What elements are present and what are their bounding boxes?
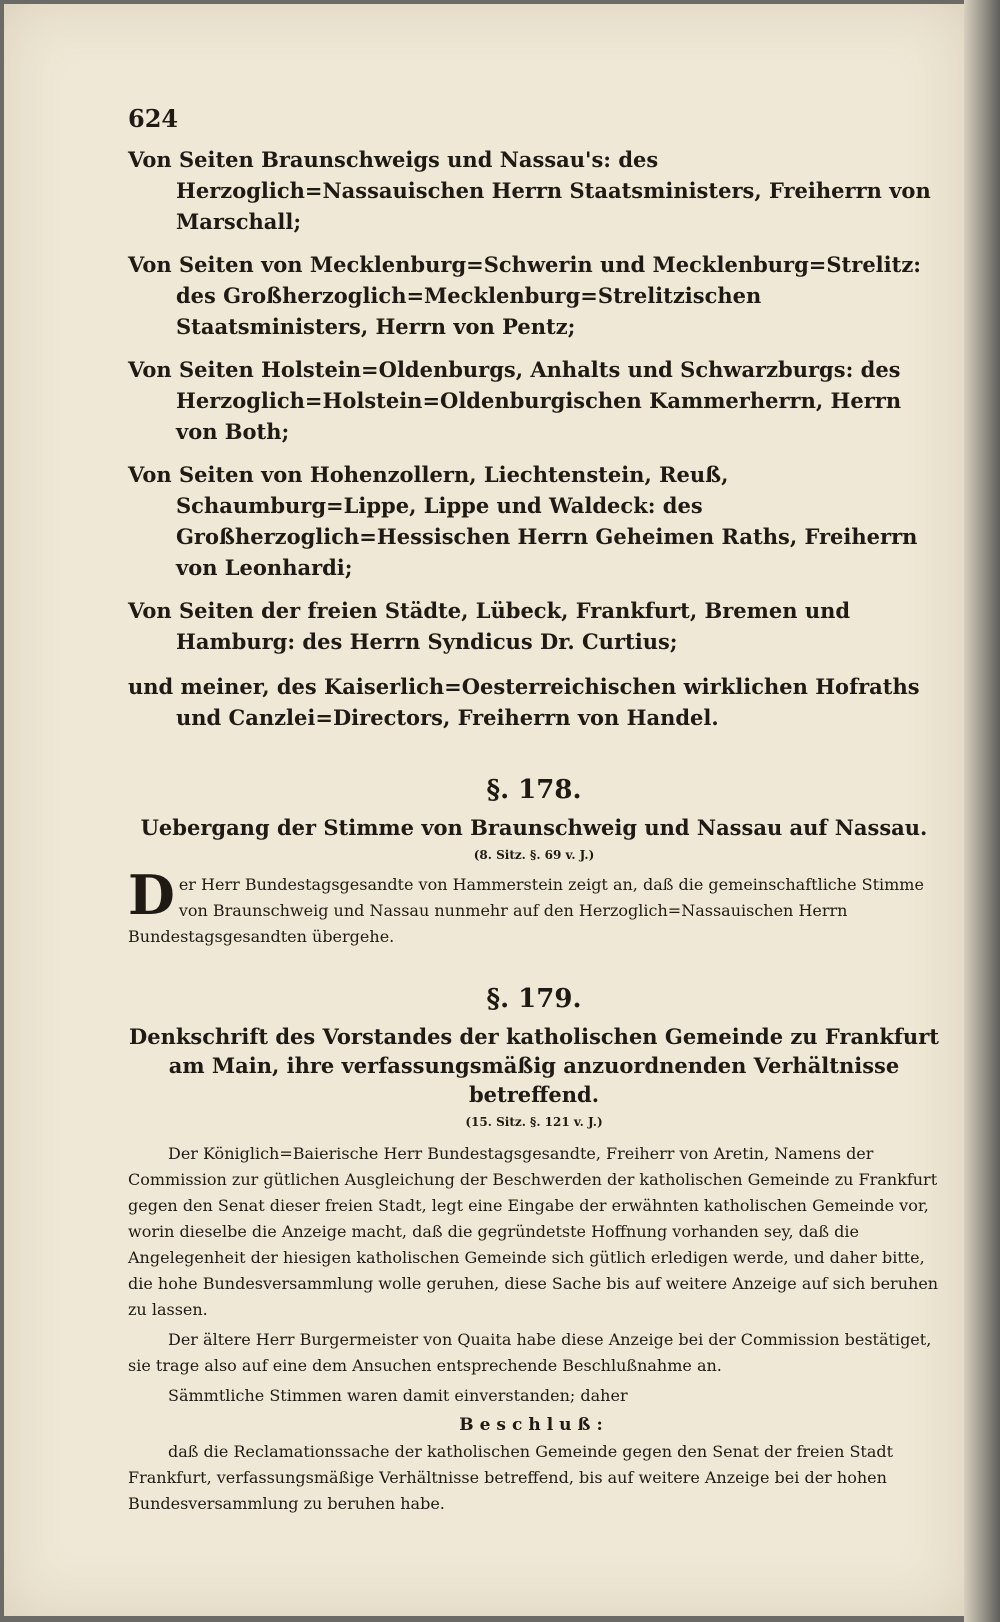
section-179-number: §. 179. [486,984,582,1014]
beschluss-heading: Beschluß: [459,1415,609,1435]
document-page [4,4,964,1616]
section-178-reference: (8. Sitz. §. 69 v. J.) [473,848,595,862]
closing-entry: und meiner, des Kaiserlich=Oesterreichischen wirklichen Hofraths und Canzlei=Directors, Freiherrn von Handel. [128,674,920,730]
section-179-paragraph: Der Königlich=Baierische Herr Bundestagsgesandte, Freiherr von Aretin, Namens der Commission zur gütlichen Ausgleichung der Beschwerden der katholischen Gemeinde zu Frankfurt gegen den Senat dieser freien Stadt, legt eine Eingabe der erwähnten katholischen Gemeinde vor, worin dieselbe die Anzeige macht, daß die gegründetste Hoffnung vorhanden sey, daß die Angelegenheit der hiesigen katholischen Gemeinde sich gütlich erledigen werde, und daher bitte, die hohe Bundesversammlung wolle geruhen, diese Sache bis auf weitere Anzeige auf sich beruhen zu lassen. [128,1144,939,1319]
section-178-text: er Herr Bundestagsgesandte von Hammerstein zeigt an, daß die gemeinschaftliche Stimme von Braunschweig und Nassau nunmehr auf den Herzoglich=Nassauischen Herrn Bundestagsgesandten übergehe. [128,875,924,946]
section-178-number: §. 178. [486,775,582,805]
page-content [128,144,940,1521]
page-number: 624 [128,104,179,133]
delegate-entry: Von Seiten Braunschweigs und Nassau's: des Herzoglich=Nassauischen Herrn Staatsministers, Freiherrn von Marschall; [128,147,931,234]
delegate-entry: Von Seiten von Hohenzollern, Liechtenstein, Reuß, Schaumburg=Lippe, Lippe und Waldeck: des Großherzoglich=Hessischen Herrn Geheimen Raths, Freiherrn von Leonhardi; [128,462,918,580]
drop-cap: D [128,863,175,927]
section-178-title: Uebergang der Stimme von Braunschweig und Nassau auf Nassau. [140,815,928,840]
delegate-entry: Von Seiten Holstein=Oldenburgs, Anhalts und Schwarzburgs: des Herzoglich=Holstein=Oldenburgischen Kammerherrn, Herrn von Both; [128,357,902,444]
section-179-paragraph: Der ältere Herr Burgermeister von Quaita habe diese Anzeige bei der Commission bestätiget, sie trage also auf eine dem Ansuchen entsprechende Beschlußnahme an. [128,1330,932,1375]
section-179-paragraph: Sämmtliche Stimmen waren damit einverstanden; daher [168,1386,628,1405]
delegate-entry: Von Seiten der freien Städte, Lübeck, Frankfurt, Bremen und Hamburg: des Herrn Syndicus Dr. Curtius; [128,598,851,654]
section-179-title: Denkschrift des Vorstandes der katholischen Gemeinde zu Frankfurt am Main, ihre verfassungsmäßig anzuordnenden Verhältnisse betreffend. [129,1024,939,1107]
beschluss-text: daß die Reclamationssache der katholischen Gemeinde gegen den Senat der freien Stadt Frankfurt, verfassungsmäßige Verhältnisse betreffend, bis auf weitere Anzeige bei der hohen Bundesversammlung zu beruhen habe. [128,1442,894,1513]
section-178-paragraph [128,863,940,950]
delegate-entry: Von Seiten von Mecklenburg=Schwerin und Mecklenburg=Strelitz: des Großherzoglich=Mecklenburg=Strelitzischen Staatsministers, Herrn von Pentz; [128,252,922,339]
page-edge-shadow [964,0,1000,1622]
section-179-reference: (15. Sitz. §. 121 v. J.) [465,1115,603,1129]
